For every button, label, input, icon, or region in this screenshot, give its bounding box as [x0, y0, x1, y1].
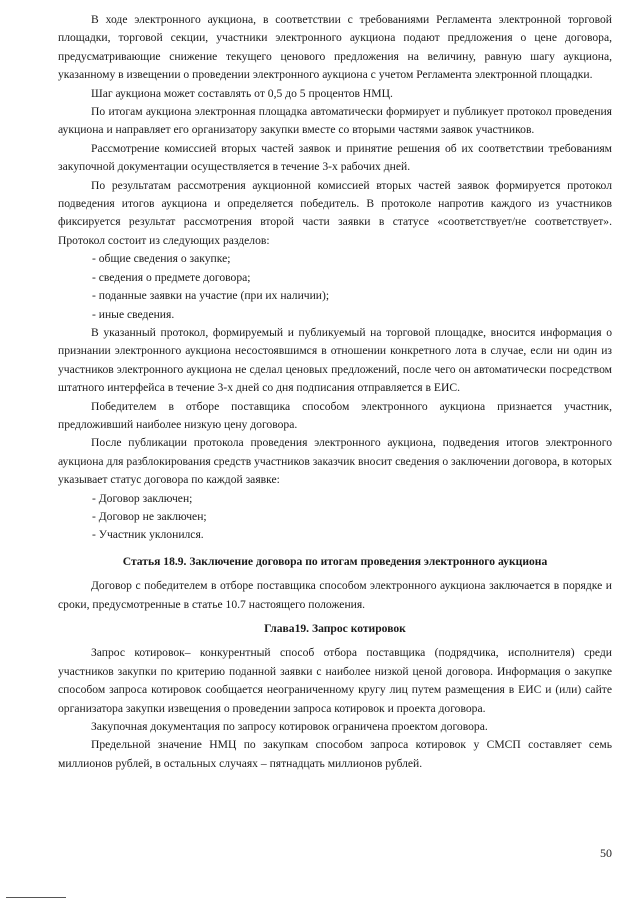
paragraph-auction-step: Шаг аукциона может составлять от 0,5 до 5 процентов НМЦ. [91, 86, 393, 100]
paragraph-contract-conclusion: Договор с победителем в отборе поставщика способом электронного аукциона заключается в порядке и сроки, предусмотренные в статье 10.7 настоящего положения. [58, 579, 612, 611]
list-item: - общие сведения о закупке; [92, 252, 231, 266]
paragraph-results-protocol: По результатам рассмотрения аукционной комиссией вторых частей заявок формируется протокол подведения итогов аукциона и определяется победитель. В протоколе напротив каждого из участников фиксируется результат рассмотрения второй части заявки в статусе «соответствует/не соответствует». Протокол состоит из следующих разделов: [58, 178, 612, 247]
chapter-heading: Глава19. Запрос котировок [264, 622, 406, 635]
paragraph-auction-bidding: В ходе электронного аукциона, в соответствии с требованиями Регламента электронной торговой площадки, торговой секции, участники электронного аукциона подают предложения о цене договора, предусматривающие снижение текущего ценового предложения на величину, равную шагу аукциона, указанному в извещении о проведении электронного аукциона с учетом Регламента электронной площадки. [58, 13, 612, 82]
list-item: - Участник уклонился. [92, 528, 204, 542]
list-item: - сведения о предмете договора; [92, 270, 251, 284]
list-item: - иные сведения. [92, 307, 175, 321]
paragraph-failed-auction: В указанный протокол, формируемый и публикуемый на торговой площадке, вносится информация о признании электронного аукциона несостоявшимся в отношении конкретного лота в случае, если ни один из участников электронного аукциона не сделал ценовых предложений, после чего он автоматически посредством штатного интерфейса в течение 3-х дней со дня подписания отправляется в ЕИС. [58, 325, 612, 395]
list-item: - Договор не заключен; [92, 509, 207, 523]
page-number: 50 [600, 846, 612, 860]
footer-divider [6, 897, 66, 898]
list-item: - поданные заявки на участие (при их наличии); [92, 289, 330, 303]
paragraph-quotation-docs: Закупочная документация по запросу котировок ограничена проектом договора. [91, 720, 488, 734]
paragraph-quotation-request: Запрос котировок– конкурентный способ отбора поставщика (подрядчика, исполнителя) среди участников закупки по критерию поданной заявки с наиболее низкой ценой договора. Информация о закупке способом запроса котировок сообщается неограниченному кругу лиц путем размещения в ЕИС и (или) сайте организатора закупки извещения о проведении запроса котировок и проекта договора. [58, 646, 612, 715]
paragraph-max-price: Предельной значение НМЦ по закупкам способом запроса котировок у СМСП составляет семь миллионов рублей, в остальных случаях – пятнадцать миллионов рублей. [58, 738, 612, 770]
list-item: - Договор заключен; [92, 491, 193, 505]
paragraph-auction-protocol: По итогам аукциона электронная площадка автоматически формирует и публикует протокол проведения аукциона и направляет его организатору закупки вместе со вторыми частями заявок участников. [58, 105, 612, 137]
paragraph-winner: Победителем в отборе поставщика способом электронного аукциона признается участник, предложивший наиболее низкую цену договора. [58, 399, 612, 431]
spacer [58, 614, 612, 618]
article-heading: Статья 18.9. Заключение договора по итогам проведения электронного аукциона [122, 554, 548, 568]
paragraph-contract-status: После публикации протокола проведения электронного аукциона, подведения итогов электронного аукциона для разблокирования средств участников заказчик вносит сведения о заключении договора, в которых указывает статус договора по каждой заявке: [58, 436, 612, 487]
spacer [58, 545, 612, 549]
paragraph-second-parts-review: Рассмотрение комиссией вторых частей заявок и принятие решения об их соответствии требованиям закупочной документации осуществляется в течение 3-х рабочих дней. [58, 141, 612, 174]
